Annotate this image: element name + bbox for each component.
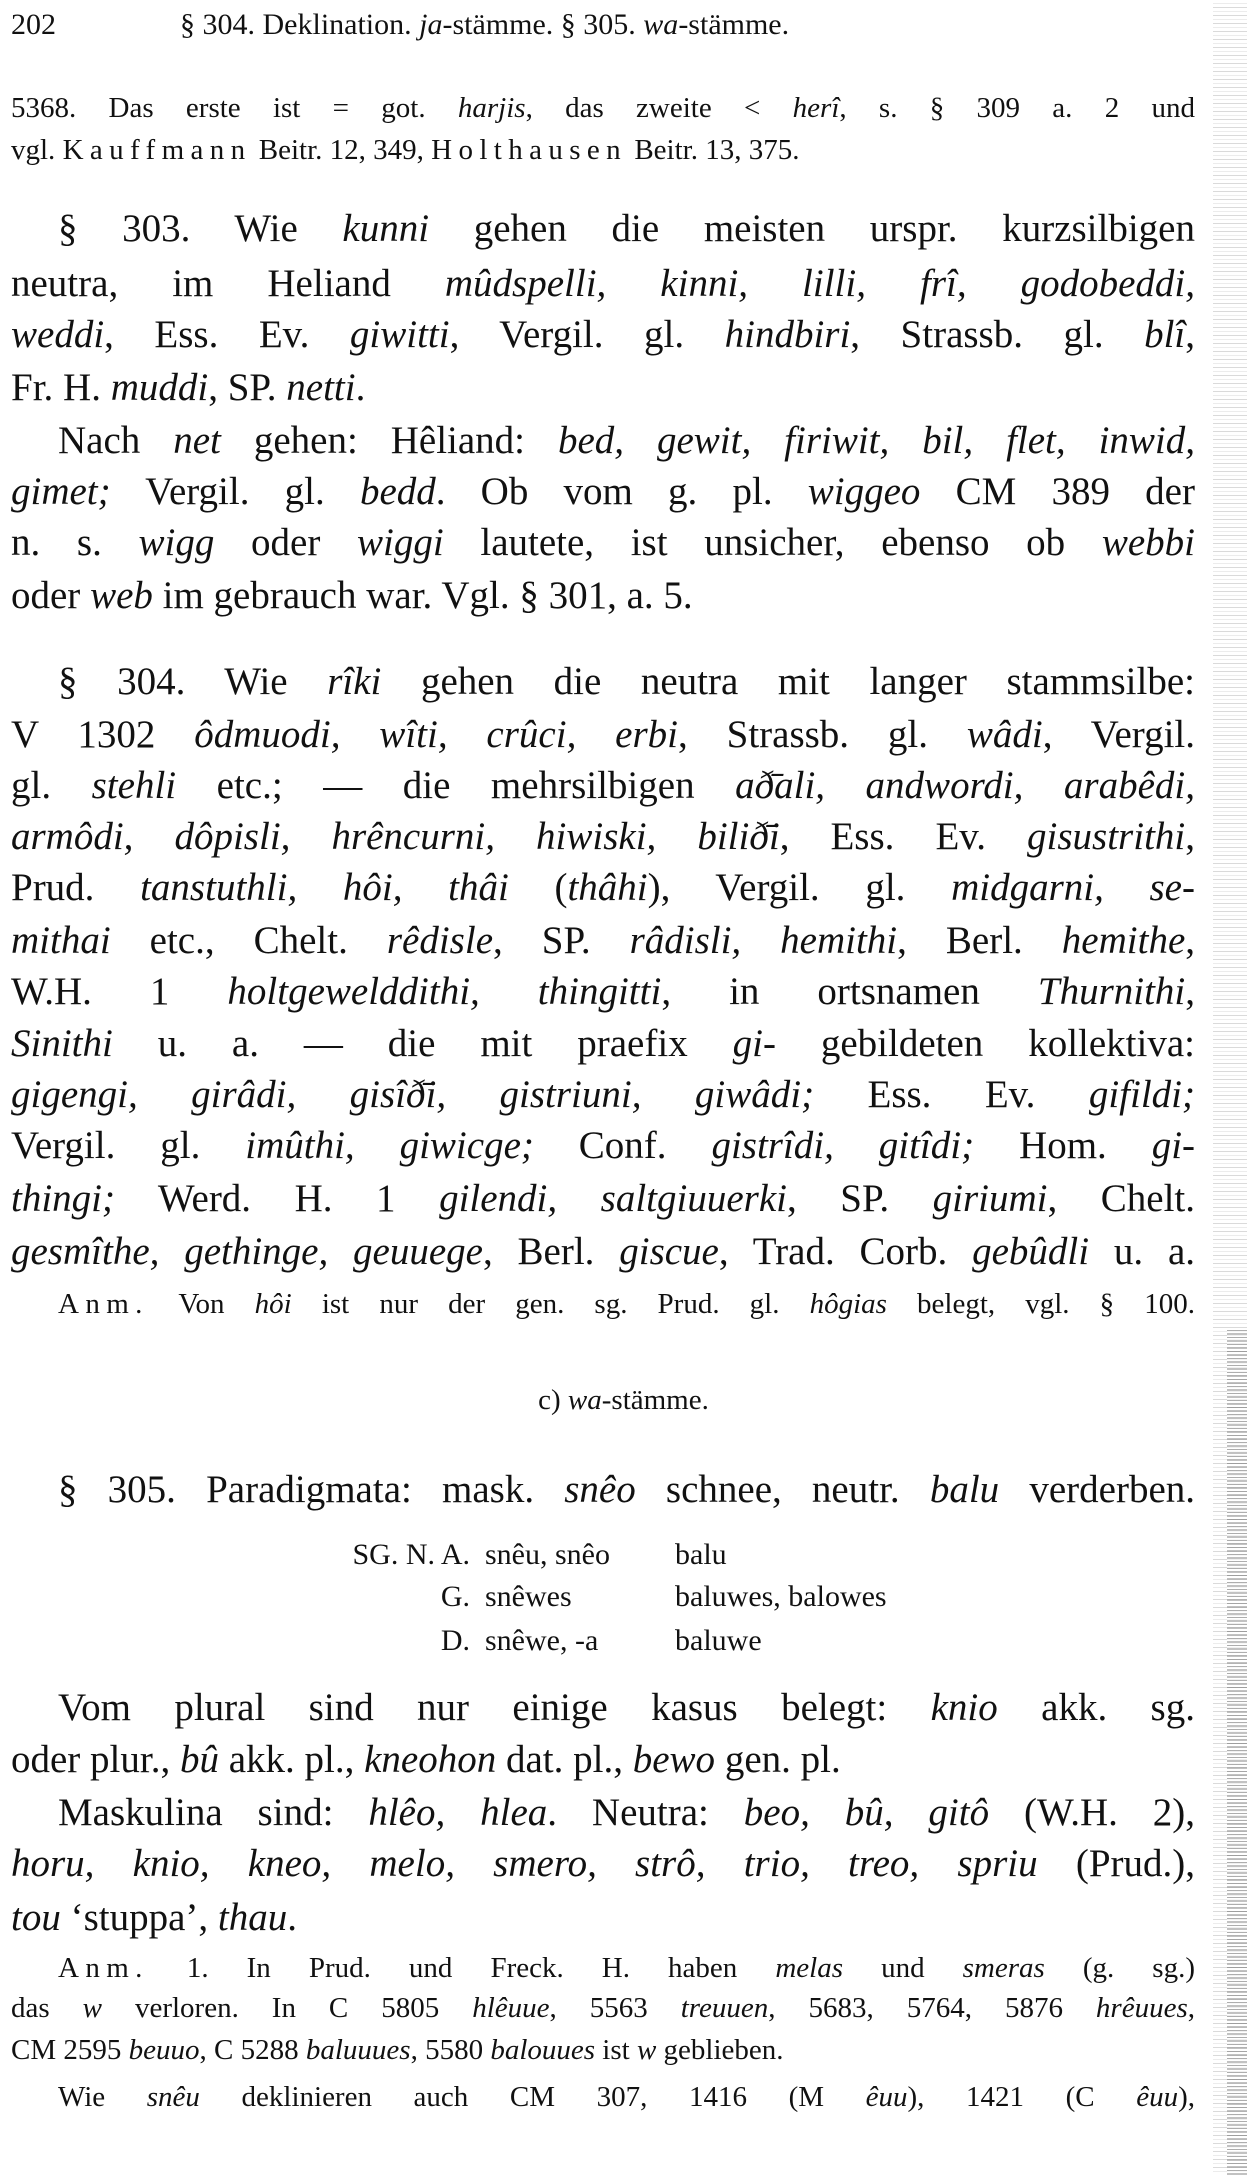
- italic-word: bû: [179, 1738, 219, 1781]
- italic-word: tanstuthli, hôi, thâi: [140, 866, 509, 909]
- text-run: (W.H. 2),: [989, 1791, 1196, 1834]
- italic-word: smeras: [962, 1952, 1045, 1984]
- text-run: ,: [1187, 1992, 1195, 2024]
- text-run: , in ortsnamen: [661, 970, 1038, 1013]
- text-run: § 304. Deklination.: [180, 8, 420, 41]
- italic-word: giriumi: [932, 1177, 1048, 1220]
- text-run: etc., Chelt.: [110, 919, 387, 962]
- italic-word: herî: [792, 92, 840, 124]
- text-run: , Strassb. gl.: [678, 713, 967, 756]
- italic-word: hlêuue: [472, 1992, 550, 2024]
- italic-word: gimet;: [11, 470, 111, 513]
- text-run: gebildeten kollektiva:: [775, 1022, 1195, 1065]
- page-edge-shadow: [1227, 1330, 1247, 2175]
- text-run: , SP.: [786, 1177, 933, 1220]
- text-run: u. a. — die mit praefix: [112, 1022, 733, 1065]
- italic-word: kunni: [342, 207, 430, 250]
- text-run: , Strassb. gl.: [850, 313, 1145, 356]
- italic-word: ôdmuodi, wîti, crûci, erbi: [194, 713, 679, 756]
- text-run: 5368. Das erste ist = got.: [11, 92, 458, 124]
- spaced-word: Kauffmann: [62, 134, 252, 166]
- text-line: [11, 363, 1195, 413]
- text-run: . Ob vom g. pl.: [435, 470, 808, 513]
- case-label: G.: [440, 1580, 470, 1613]
- text-run: Beitr. 12, 349,: [251, 134, 432, 166]
- paradigm-row: [270, 1577, 1070, 1617]
- italic-word: bedd: [359, 470, 436, 513]
- text-run: ,: [1185, 815, 1195, 858]
- text-run: (Prud.),: [1037, 1842, 1195, 1885]
- italic-word: weddi: [11, 313, 105, 356]
- text-run: § 303. Wie: [58, 207, 343, 250]
- text-line: [58, 1683, 1195, 1733]
- text-run: -stämme.: [601, 1384, 709, 1416]
- italic-word: wâdi: [966, 713, 1043, 756]
- text-line: [58, 1788, 1195, 1838]
- text-run: im gebrauch war. Vgl. § 301, a. 5.: [152, 574, 693, 617]
- text-run: V 1302: [11, 713, 195, 756]
- text-run: -stämme.: [678, 8, 790, 41]
- text-run: oder plur.,: [11, 1738, 180, 1781]
- note-line: [58, 1284, 1195, 1324]
- text-run: vgl.: [11, 134, 63, 166]
- text-run: Nach: [58, 419, 174, 462]
- italic-word: hôi: [254, 1288, 292, 1320]
- text-run: , Vergil. gl.: [449, 313, 725, 356]
- italic-word: bed, gewit, firiwit, bil, flet, inwid,: [557, 419, 1196, 462]
- note-line: [11, 130, 1195, 170]
- italic-word: wiggeo: [807, 470, 921, 513]
- text-run: verderben.: [999, 1468, 1196, 1511]
- italic-word: armôdi, dôpisli, hrêncurni, hiwiski, bilið̄i: [11, 815, 780, 858]
- italic-word: rîki: [327, 660, 382, 703]
- note-line: [11, 88, 1195, 128]
- italic-word: thingi;: [11, 1177, 115, 1220]
- running-title: [180, 5, 1080, 45]
- text-run: geblieben.: [656, 2034, 784, 2066]
- italic-word: snêo: [564, 1468, 636, 1511]
- italic-word: tou: [11, 1896, 61, 1939]
- italic-word: gebûdli: [972, 1230, 1090, 1273]
- text-run: Wie: [58, 2081, 147, 2113]
- italic-word: thau: [217, 1896, 288, 1939]
- italic-word: gistrîdi, gitîdi;: [711, 1124, 975, 1167]
- text-run: deklinieren auch CM 307, 1416 (M: [199, 2081, 866, 2113]
- italic-word: blî: [1144, 313, 1186, 356]
- italic-word: rêdisle: [386, 919, 494, 962]
- text-run: § 305. Paradigmata: mask.: [58, 1468, 565, 1511]
- text-run: Hom.: [974, 1124, 1152, 1167]
- italic-word: gigengi, girâdi, gisîð̄i, gistriuni, giwâdi;: [11, 1073, 815, 1116]
- text-run: , Berl.: [897, 919, 1062, 962]
- italic-word: wigg: [138, 521, 215, 564]
- text-run: ,: [1185, 919, 1196, 962]
- note-line: [11, 2030, 1195, 2070]
- text-run: , 5580: [410, 2034, 491, 2066]
- text-run: und: [843, 1952, 963, 1984]
- text-run: das: [11, 1992, 83, 2024]
- italic-word: muddi: [110, 366, 209, 409]
- italic-word: netti: [286, 366, 356, 409]
- italic-word: hlêo, hlea: [368, 1791, 548, 1834]
- italic-word: gisustrithi: [1027, 815, 1186, 858]
- text-run: Fr. H.: [11, 366, 111, 409]
- masculine-form: snêwe, -a: [485, 1624, 599, 1657]
- italic-word: giwitti: [349, 313, 450, 356]
- text-line: [11, 1735, 1195, 1785]
- text-run: Beitr. 13, 375.: [627, 134, 800, 166]
- text-line: [58, 657, 1195, 707]
- italic-word: wa: [567, 1384, 602, 1416]
- page-number: 202: [11, 8, 56, 41]
- text-run: gl.: [11, 764, 92, 807]
- text-line: [11, 863, 1195, 913]
- text-run: ,: [1185, 313, 1195, 356]
- text-run: § 304. Wie: [58, 660, 328, 703]
- text-run: lautete, ist unsicher, ebenso ob: [443, 521, 1102, 564]
- text-run: , Ess. Ev.: [104, 313, 350, 356]
- masculine-form: snêwes: [485, 1580, 572, 1613]
- text-run: akk. pl.,: [218, 1738, 365, 1781]
- text-run: verloren. In C 5805: [101, 1992, 473, 2024]
- case-label: SG. N. A.: [352, 1538, 470, 1571]
- spaced-word: Anm.: [58, 1288, 149, 1320]
- text-run: CM 2595: [11, 2034, 129, 2066]
- text-run: .: [287, 1896, 297, 1939]
- text-run: , Trad. Corb.: [718, 1230, 973, 1273]
- text-run: dat. pl.,: [496, 1738, 633, 1781]
- text-run: . Neutra:: [547, 1791, 744, 1834]
- italic-word: ja: [419, 8, 443, 41]
- italic-word: treuuen: [680, 1992, 769, 2024]
- text-run: Vergil. gl.: [110, 470, 360, 513]
- italic-word: gi-: [732, 1022, 776, 1065]
- text-run: akk. sg.: [997, 1686, 1195, 1729]
- text-run: Ess. Ev.: [814, 1073, 1089, 1116]
- italic-word: hrêuues: [1095, 1992, 1188, 2024]
- italic-word: imûthi, giwicge;: [245, 1124, 534, 1167]
- text-line: [11, 1839, 1195, 1889]
- italic-word: baluuues: [305, 2034, 411, 2066]
- italic-word: wiggi: [357, 521, 444, 564]
- text-line: [11, 916, 1195, 966]
- italic-word: snêu: [146, 2081, 200, 2113]
- text-run: Maskulina sind:: [58, 1791, 369, 1834]
- italic-word: mûdspelli, kinni, lilli, frî, godobeddi,: [444, 262, 1195, 305]
- italic-word: râdisli, hemithi: [629, 919, 898, 962]
- text-run: Von: [148, 1288, 255, 1320]
- text-run: Prud.: [11, 866, 141, 909]
- text-run: ), Vergil. gl.: [647, 866, 952, 909]
- text-run: , C 5288: [199, 2034, 306, 2066]
- text-run: , SP.: [493, 919, 630, 962]
- text-run: c): [538, 1384, 568, 1416]
- italic-word: horu, knio, kneo, melo, smero, strô, trio, treo, spriu: [11, 1842, 1038, 1885]
- italic-word: hôgias: [809, 1288, 887, 1320]
- text-line: [58, 204, 1195, 254]
- italic-word: êuu: [1136, 2081, 1179, 2113]
- masculine-form: snêu, snêo: [485, 1538, 610, 1571]
- italic-word: hemithe: [1061, 919, 1186, 962]
- text-run: u. a.: [1089, 1230, 1195, 1273]
- text-run: Vom plural sind nur einige kasus belegt:: [58, 1686, 931, 1729]
- neuter-form: balu: [675, 1538, 727, 1571]
- text-run: , 5683, 5764, 5876: [768, 1992, 1096, 2024]
- text-run: schnee, neutr.: [635, 1468, 930, 1511]
- italic-word: midgarni, se-: [951, 866, 1195, 909]
- text-run: -stämme. § 305.: [442, 8, 644, 41]
- italic-word: giscue: [619, 1230, 719, 1273]
- paradigm-row: [270, 1535, 1070, 1575]
- text-run: CM 389 der: [920, 470, 1195, 513]
- text-run: (: [508, 866, 568, 909]
- text-run: , das zweite <: [525, 92, 793, 124]
- note-line: [11, 1988, 1195, 2028]
- text-line: [11, 310, 1195, 360]
- italic-word: balu: [929, 1468, 1000, 1511]
- text-run: neutra, im Heliand: [11, 262, 445, 305]
- text-run: , Chelt.: [1047, 1177, 1195, 1220]
- italic-word: mithai: [11, 919, 111, 962]
- italic-word: að̄ali, andwordi, arabêdi,: [735, 764, 1195, 807]
- text-line: [11, 812, 1195, 862]
- text-line: [11, 1174, 1195, 1224]
- spaced-word: Anm.: [58, 1952, 149, 1984]
- note-line: [58, 2077, 1195, 2117]
- italic-word: thâhi: [567, 866, 648, 909]
- note-line: [58, 1948, 1195, 1988]
- text-line: [11, 1227, 1195, 1277]
- italic-word: Sinithi: [11, 1022, 113, 1065]
- text-line: [11, 710, 1195, 760]
- neuter-form: baluwe: [675, 1624, 762, 1657]
- italic-word: balouues: [490, 2034, 596, 2066]
- text-run: W.H. 1: [11, 970, 228, 1013]
- text-line: [11, 1893, 1195, 1943]
- italic-word: bewo: [632, 1738, 716, 1781]
- text-run: , SP.: [208, 366, 287, 409]
- italic-word: hindbiri: [724, 313, 851, 356]
- italic-word: kneohon: [364, 1738, 497, 1781]
- text-run: n. s.: [11, 521, 139, 564]
- italic-word: gi-: [1151, 1124, 1196, 1167]
- text-run: ),: [1178, 2081, 1195, 2113]
- text-run: , Vergil.: [1042, 713, 1195, 756]
- italic-word: knio: [930, 1686, 998, 1729]
- italic-word: gifildi;: [1088, 1073, 1195, 1116]
- text-run: ist: [595, 2034, 637, 2066]
- text-run: Vergil. gl.: [11, 1124, 246, 1167]
- text-line: [11, 1121, 1195, 1171]
- text-run: etc.; — die mehrsilbigen: [176, 764, 736, 807]
- text-run: belegt, vgl. § 100.: [886, 1288, 1195, 1320]
- text-run: Werd. H. 1: [115, 1177, 440, 1220]
- text-line: [11, 571, 1195, 621]
- italic-word: net: [173, 419, 221, 462]
- text-run: .: [355, 366, 366, 409]
- italic-word: stehli: [91, 764, 177, 807]
- italic-word: w: [82, 1992, 102, 2024]
- section-heading: [0, 1380, 1247, 1420]
- text-line: [11, 761, 1195, 811]
- text-line: [11, 1070, 1195, 1120]
- paradigm-row: [270, 1621, 1070, 1661]
- text-run: gehen: Hêliand:: [220, 419, 558, 462]
- italic-word: êuu: [865, 2081, 908, 2113]
- italic-word: w: [636, 2034, 657, 2066]
- italic-word: beuuo: [128, 2034, 200, 2066]
- text-line: [11, 1019, 1195, 1069]
- italic-word: holtgewelddithi, thingitti: [227, 970, 662, 1013]
- text-run: ‘stuppa’,: [60, 1896, 218, 1939]
- text-line: [58, 1465, 1195, 1515]
- text-run: gehen die neutra mit langer stammsilbe:: [381, 660, 1195, 703]
- text-run: ist nur der gen. sg. Prud. gl.: [291, 1288, 810, 1320]
- italic-word: melas: [775, 1952, 844, 1984]
- text-run: , Berl.: [482, 1230, 620, 1273]
- italic-word: beo, bû, gitô: [743, 1791, 990, 1834]
- case-label: D.: [440, 1624, 470, 1657]
- italic-word: Thurnithi: [1037, 970, 1186, 1013]
- text-line: [11, 518, 1195, 568]
- italic-word: gilendi, saltgiuuerki: [439, 1177, 787, 1220]
- text-line: [11, 467, 1195, 517]
- text-run: gen. pl.: [715, 1738, 841, 1781]
- text-run: Conf.: [533, 1124, 712, 1167]
- italic-word: harjis: [457, 92, 526, 124]
- italic-word: gesmîthe, gethinge, geuuege: [11, 1230, 483, 1273]
- text-run: (g. sg.): [1044, 1952, 1195, 1984]
- neuter-form: baluwes, balowes: [675, 1580, 887, 1613]
- text-run: , s. § 309 a. 2 und: [839, 92, 1195, 124]
- text-run: ), 1421 (C: [907, 2081, 1137, 2113]
- text-run: gehen die meisten urspr. kurzsilbigen: [429, 207, 1195, 250]
- text-run: oder: [214, 521, 358, 564]
- italic-word: web: [90, 574, 153, 617]
- text-line: [11, 259, 1195, 309]
- italic-word: webbi: [1101, 521, 1195, 564]
- italic-word: wa: [643, 8, 679, 41]
- text-run: 1. In Prud. und Freck. H. haben: [148, 1952, 776, 1984]
- text-run: , 5563: [549, 1992, 681, 2024]
- spaced-word: Holthausen: [431, 134, 628, 166]
- text-line: [58, 416, 1195, 466]
- text-run: oder: [11, 574, 91, 617]
- text-run: , Ess. Ev.: [779, 815, 1028, 858]
- text-line: [11, 967, 1195, 1017]
- text-run: ,: [1185, 970, 1195, 1013]
